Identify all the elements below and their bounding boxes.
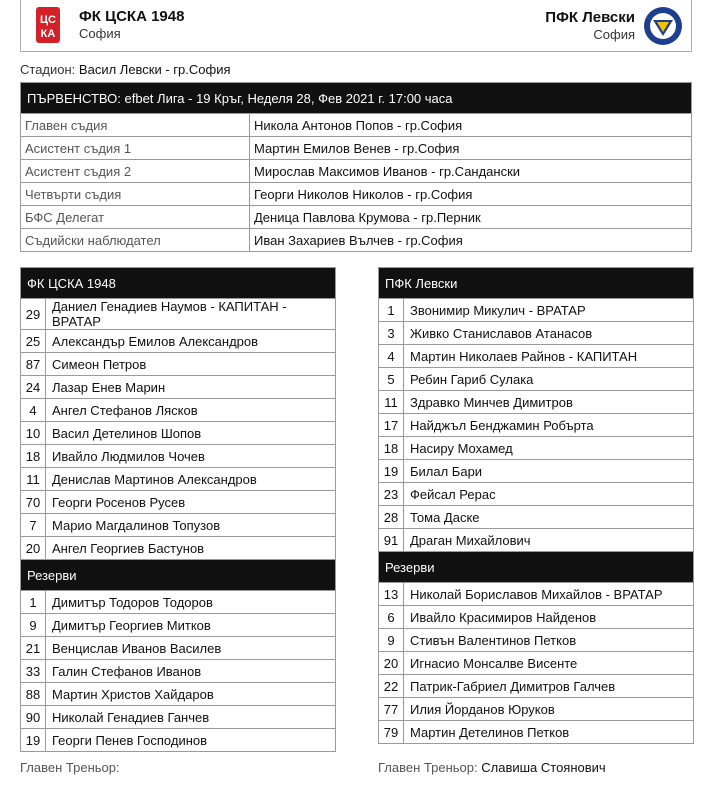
player-name: Билал Бари [404, 460, 694, 483]
player-number: 77 [379, 698, 404, 721]
player-name: Ангел Георгиев Бастунов [46, 537, 336, 560]
player-row[interactable] [379, 391, 694, 414]
player-number: 23 [379, 483, 404, 506]
official-row [21, 114, 692, 137]
player-number: 70 [21, 491, 46, 514]
official-row [21, 229, 692, 252]
player-row[interactable] [21, 422, 336, 445]
reserve-row[interactable] [21, 660, 336, 683]
player-number: 1 [379, 299, 404, 322]
player-number: 13 [379, 583, 404, 606]
player-name: Фейсал Рерас [404, 483, 694, 506]
player-name: Николай Генадиев Ганчев [46, 706, 336, 729]
player-name: Мартин Детелинов Петков [404, 721, 694, 744]
player-row[interactable] [21, 353, 336, 376]
home-team-city: София [79, 26, 121, 41]
player-number: 7 [21, 514, 46, 537]
player-number: 22 [379, 675, 404, 698]
player-number: 88 [21, 683, 46, 706]
player-number: 21 [21, 637, 46, 660]
player-row[interactable] [379, 460, 694, 483]
player-name: Венцислав Иванов Василев [46, 637, 336, 660]
player-name: Ангел Стефанов Лясков [46, 399, 336, 422]
player-name: Мартин Николаев Райнов - КАПИТАН [404, 345, 694, 368]
reserves-header: Резерви [379, 552, 694, 583]
reserve-row[interactable] [379, 675, 694, 698]
player-row[interactable] [21, 299, 336, 330]
official-role: Главен съдия [21, 114, 250, 137]
player-name: Даниел Генадиев Наумов - КАПИТАН - ВРАТАР [46, 299, 336, 330]
player-name: Денислав Мартинов Александров [46, 468, 336, 491]
player-number: 3 [379, 322, 404, 345]
player-name: Игнасио Монсалве Висенте [404, 652, 694, 675]
player-row[interactable] [21, 468, 336, 491]
reserve-row[interactable] [379, 583, 694, 606]
player-name: Александър Емилов Александров [46, 330, 336, 353]
player-row[interactable] [21, 330, 336, 353]
player-number: 79 [379, 721, 404, 744]
player-name: Найджъл Бенджамин Робърта [404, 414, 694, 437]
player-name: Патрик-Габриел Димитров Галчев [404, 675, 694, 698]
player-number: 91 [379, 529, 404, 552]
player-row[interactable] [21, 399, 336, 422]
player-number: 1 [21, 591, 46, 614]
player-row[interactable] [21, 445, 336, 468]
reserve-row[interactable] [379, 698, 694, 721]
player-name: Николай Бориславов Михайлов - ВРАТАР [404, 583, 694, 606]
player-number: 90 [21, 706, 46, 729]
player-number: 24 [21, 376, 46, 399]
home-roster-table [20, 267, 336, 752]
official-name: Иван Захариев Вълчев - гр.София [250, 229, 692, 252]
player-name: Здравко Минчев Димитров [404, 391, 694, 414]
player-name: Георги Пенев Господинов [46, 729, 336, 752]
player-name: Георги Росенов Русев [46, 491, 336, 514]
player-number: 4 [379, 345, 404, 368]
player-row[interactable] [379, 299, 694, 322]
player-row[interactable] [379, 506, 694, 529]
player-number: 10 [21, 422, 46, 445]
player-name: Стивън Валентинов Петков [404, 629, 694, 652]
match-title: ПЪРВЕНСТВО: efbet Лига - 19 Кръг, Неделя 28, Фев 2021 г. 17:00 часа [21, 83, 692, 114]
player-number: 33 [21, 660, 46, 683]
player-number: 9 [379, 629, 404, 652]
official-role: Съдийски наблюдател [21, 229, 250, 252]
player-name: Ивайло Людмилов Чочев [46, 445, 336, 468]
player-row[interactable] [379, 414, 694, 437]
roster-title: ФК ЦСКА 1948 [21, 268, 336, 299]
match-header [20, 0, 692, 52]
player-number: 5 [379, 368, 404, 391]
player-name: Васил Детелинов Шопов [46, 422, 336, 445]
roster-title: ПФК Левски [379, 268, 694, 299]
player-name: Живко Станиславов Атанасов [404, 322, 694, 345]
player-number: 19 [21, 729, 46, 752]
player-number: 11 [21, 468, 46, 491]
reserve-row[interactable] [379, 606, 694, 629]
player-number: 4 [21, 399, 46, 422]
levski-logo [643, 6, 683, 46]
reserve-row[interactable] [21, 729, 336, 752]
home-coach [20, 760, 120, 775]
player-name: Димитър Тодоров Тодоров [46, 591, 336, 614]
official-row [21, 160, 692, 183]
player-number: 25 [21, 330, 46, 353]
player-name: Лазар Енев Марин [46, 376, 336, 399]
official-role: БФС Делегат [21, 206, 250, 229]
stadium-value: Васил Левски - гр.София [78, 62, 231, 77]
official-role: Асистент съдия 1 [21, 137, 250, 160]
official-name: Мирослав Максимов Иванов - гр.Сандански [250, 160, 692, 183]
stadium-label: Стадион: [20, 62, 76, 77]
official-row [21, 183, 692, 206]
away-coach-label: Главен Треньор: [378, 760, 478, 775]
official-name: Мартин Емилов Венев - гр.София [250, 137, 692, 160]
home-coach-label: Главен Треньор: [20, 760, 120, 775]
player-number: 87 [21, 353, 46, 376]
player-row[interactable] [379, 322, 694, 345]
official-row [21, 206, 692, 229]
reserve-row[interactable] [21, 706, 336, 729]
player-row[interactable] [21, 491, 336, 514]
away-team-name: ПФК Левски [545, 9, 635, 26]
official-name: Никола Антонов Попов - гр.София [250, 114, 692, 137]
away-team[interactable] [545, 6, 683, 46]
player-row[interactable] [379, 345, 694, 368]
player-row[interactable] [21, 537, 336, 560]
home-team[interactable] [35, 6, 184, 44]
player-name: Ребин Гариб Сулака [404, 368, 694, 391]
away-roster-table [378, 267, 694, 744]
away-coach [378, 760, 606, 775]
away-team-city: София [593, 27, 635, 42]
player-row[interactable] [21, 376, 336, 399]
player-name: Марио Магдалинов Топузов [46, 514, 336, 537]
player-name: Драган Михайлович [404, 529, 694, 552]
reserves-header: Резерви [21, 560, 336, 591]
reserve-row[interactable] [21, 591, 336, 614]
player-number: 17 [379, 414, 404, 437]
player-name: Ивайло Красимиров Найденов [404, 606, 694, 629]
reserve-row[interactable] [379, 629, 694, 652]
player-number: 19 [379, 460, 404, 483]
player-number: 28 [379, 506, 404, 529]
player-number: 11 [379, 391, 404, 414]
reserve-row[interactable] [21, 637, 336, 660]
player-row[interactable] [379, 437, 694, 460]
official-role: Асистент съдия 2 [21, 160, 250, 183]
player-number: 20 [379, 652, 404, 675]
official-name: Георги Николов Николов - гр.София [250, 183, 692, 206]
reserve-row[interactable] [21, 614, 336, 637]
reserve-row[interactable] [379, 721, 694, 744]
player-name: Димитър Георгиев Митков [46, 614, 336, 637]
player-name: Галин Стефанов Иванов [46, 660, 336, 683]
svg-text:ЦС: ЦС [40, 14, 56, 26]
player-name: Мартин Христов Хайдаров [46, 683, 336, 706]
player-row[interactable] [379, 483, 694, 506]
home-team-name: ФК ЦСКА 1948 [79, 8, 185, 25]
player-name: Илия Йорданов Юруков [404, 698, 694, 721]
player-name: Звонимир Микулич - ВРАТАР [404, 299, 694, 322]
officials-table [20, 82, 692, 252]
reserve-row[interactable] [21, 683, 336, 706]
away-coach-name: Славиша Стоянович [481, 760, 606, 775]
player-name: Симеон Петров [46, 353, 336, 376]
player-number: 18 [21, 445, 46, 468]
stadium-info [20, 62, 231, 77]
player-number: 6 [379, 606, 404, 629]
player-name: Насиру Мохамед [404, 437, 694, 460]
player-name: Тома Даске [404, 506, 694, 529]
official-role: Четвърти съдия [21, 183, 250, 206]
cska-logo [35, 6, 61, 44]
player-number: 9 [21, 614, 46, 637]
player-row[interactable] [21, 514, 336, 537]
official-name: Деница Павлова Крумова - гр.Перник [250, 206, 692, 229]
player-row[interactable] [379, 529, 694, 552]
reserve-row[interactable] [379, 652, 694, 675]
player-number: 18 [379, 437, 404, 460]
player-number: 29 [21, 299, 46, 330]
svg-text:КА: КА [40, 28, 56, 40]
official-row [21, 137, 692, 160]
player-number: 20 [21, 537, 46, 560]
player-row[interactable] [379, 368, 694, 391]
